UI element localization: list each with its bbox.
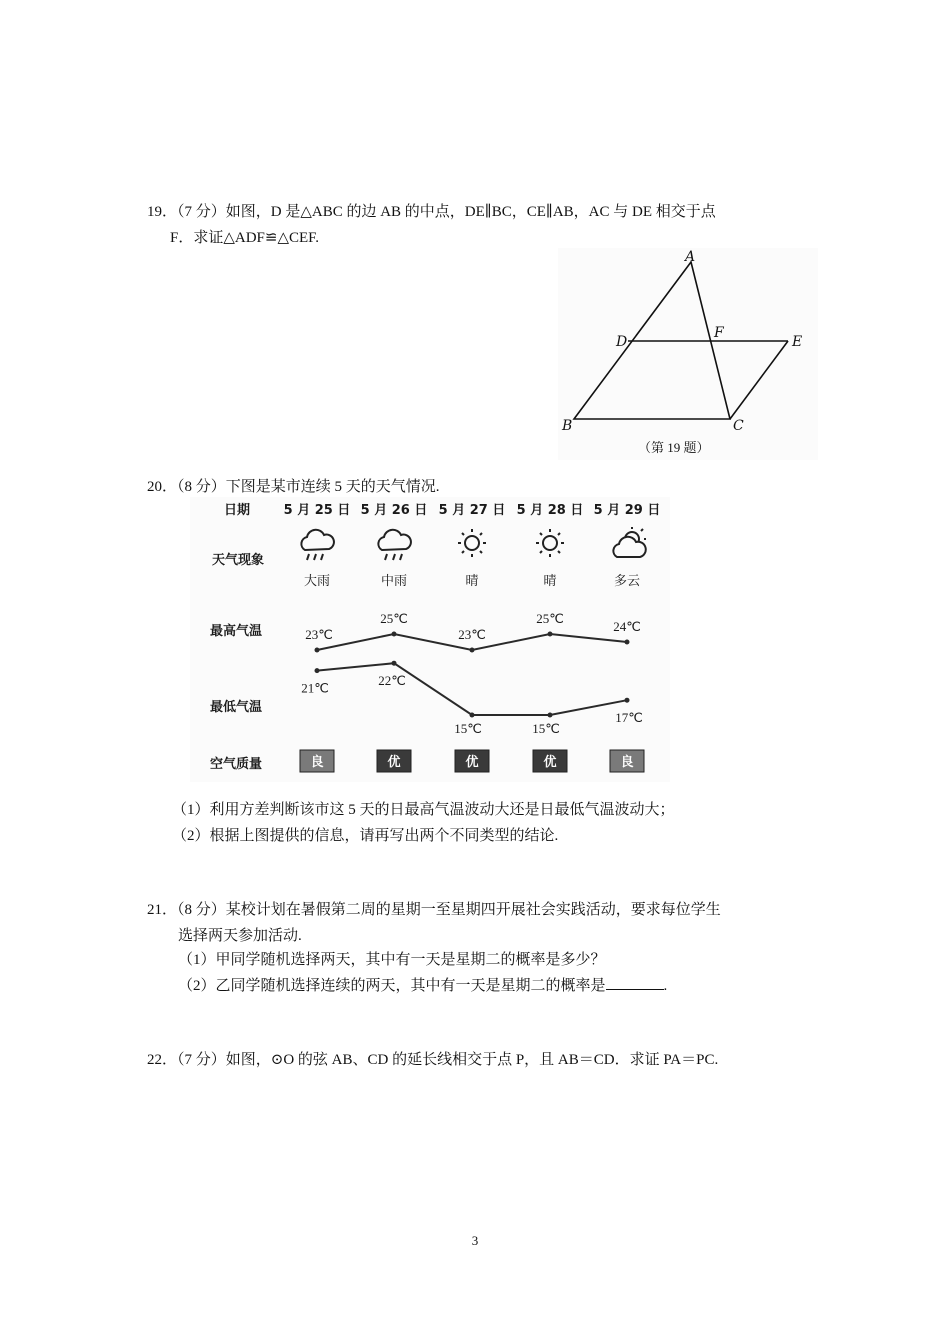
high-temp-point: [392, 632, 397, 637]
weather-chart: [190, 497, 670, 782]
q21-sub2-end: .: [663, 978, 668, 994]
air-quality-label: 优: [543, 755, 557, 770]
high-temp-label: 23℃: [305, 627, 333, 642]
weather-label: 晴: [543, 574, 557, 589]
weather-label: 晴: [465, 574, 479, 589]
air-quality-label: 优: [465, 755, 479, 770]
q20-sub1: （1）利用方差判断该市这 5 天的日最高气温波动大还是日最低气温波动大；: [172, 802, 675, 818]
point-label-e: E: [792, 334, 803, 350]
q20-sub2: （2）根据上图提供的信息，请再写出两个不同类型的结论.: [172, 828, 559, 844]
point-label-f: F: [714, 325, 724, 341]
weather-label: 大雨: [303, 574, 331, 589]
q21-line2: 选择两天参加活动.: [178, 928, 302, 944]
low-temp-line: [317, 663, 627, 715]
row-label-weather: 天气现象: [212, 553, 265, 568]
point-label-c: C: [733, 418, 744, 434]
high-temp-label: 24℃: [613, 619, 641, 634]
high-temp-label: 25℃: [380, 611, 408, 626]
low-temp-label: 22℃: [378, 673, 406, 689]
q19-line2: F．求证△ADF≌△CEF.: [170, 230, 320, 246]
air-quality-label: 良: [310, 755, 324, 770]
cloudy-icon: [613, 527, 646, 557]
low-temp-label: 15℃: [454, 721, 482, 736]
page-number: 3: [471, 1233, 479, 1248]
date-label: 5 月 26 日: [360, 503, 428, 518]
weather-label: 多云: [613, 574, 641, 589]
point-label-b: B: [562, 418, 573, 434]
figure-caption: （第 19 题）: [638, 440, 710, 455]
row-label-high: 最高气温: [210, 624, 263, 639]
q21-line1: 21．（8 分）某校计划在暑假第二周的星期一至星期四开展社会实践活动，要求每位学生: [147, 902, 721, 918]
low-temp-label: 17℃: [615, 710, 643, 726]
air-quality-label: 良: [620, 755, 634, 770]
row-label-air: 空气质量: [210, 757, 263, 772]
q19-line1: 19．（7 分）如图，D 是△ABC 的边 AB 的中点，DE∥BC，CE∥AB，AC 与 DE 相交于点: [147, 204, 716, 220]
low-temp-point: [392, 661, 397, 666]
q19-figure: [558, 248, 818, 460]
high-temp-label: 23℃: [458, 627, 486, 642]
high-temp-point: [548, 632, 553, 637]
date-label: 5 月 27 日: [438, 503, 506, 518]
high-temp-label: 25℃: [536, 611, 564, 626]
date-label: 5 月 28 日: [516, 503, 584, 518]
row-label-date: 日期: [224, 503, 251, 518]
low-temp-point: [315, 668, 320, 673]
high-temp-point: [315, 648, 320, 653]
row-label-low: 最低气温: [210, 700, 263, 715]
sun-icon: [458, 529, 486, 557]
low-temp-label: 21℃: [301, 680, 329, 696]
point-label-d: D: [616, 334, 628, 350]
weather-label: 中雨: [380, 574, 408, 589]
date-label: 5 月 25 日: [283, 503, 351, 518]
q22-line1: 22．（7 分）如图，⊙O 的弦 AB、CD 的延长线相交于点 P，且 AB＝CD．求证 PA＝PC.: [147, 1052, 719, 1068]
q20-line1: 20．（8 分）下图是某市连续 5 天的天气情况.: [147, 479, 440, 495]
air-quality-label: 优: [387, 755, 401, 770]
low-temp-point: [625, 698, 630, 703]
high-temp-point: [625, 640, 630, 645]
q21-sub2-text: （2）乙同学随机选择连续的两天，其中有一天是星期二的概率是: [178, 978, 606, 994]
point-label-a: A: [685, 249, 696, 265]
date-label: 5 月 29 日: [593, 503, 661, 518]
answer-blank: [606, 975, 664, 990]
heavy-rain-icon: [301, 530, 334, 560]
q21-sub2: [178, 975, 667, 996]
low-temp-point: [470, 713, 475, 718]
q21-sub1: （1）甲同学随机选择两天，其中有一天是星期二的概率是多少？: [178, 952, 606, 968]
moderate-rain-icon: [378, 530, 411, 560]
low-temp-point: [548, 713, 553, 718]
high-temp-point: [470, 648, 475, 653]
low-temp-label: 15℃: [532, 721, 560, 736]
sun-icon: [536, 529, 564, 557]
